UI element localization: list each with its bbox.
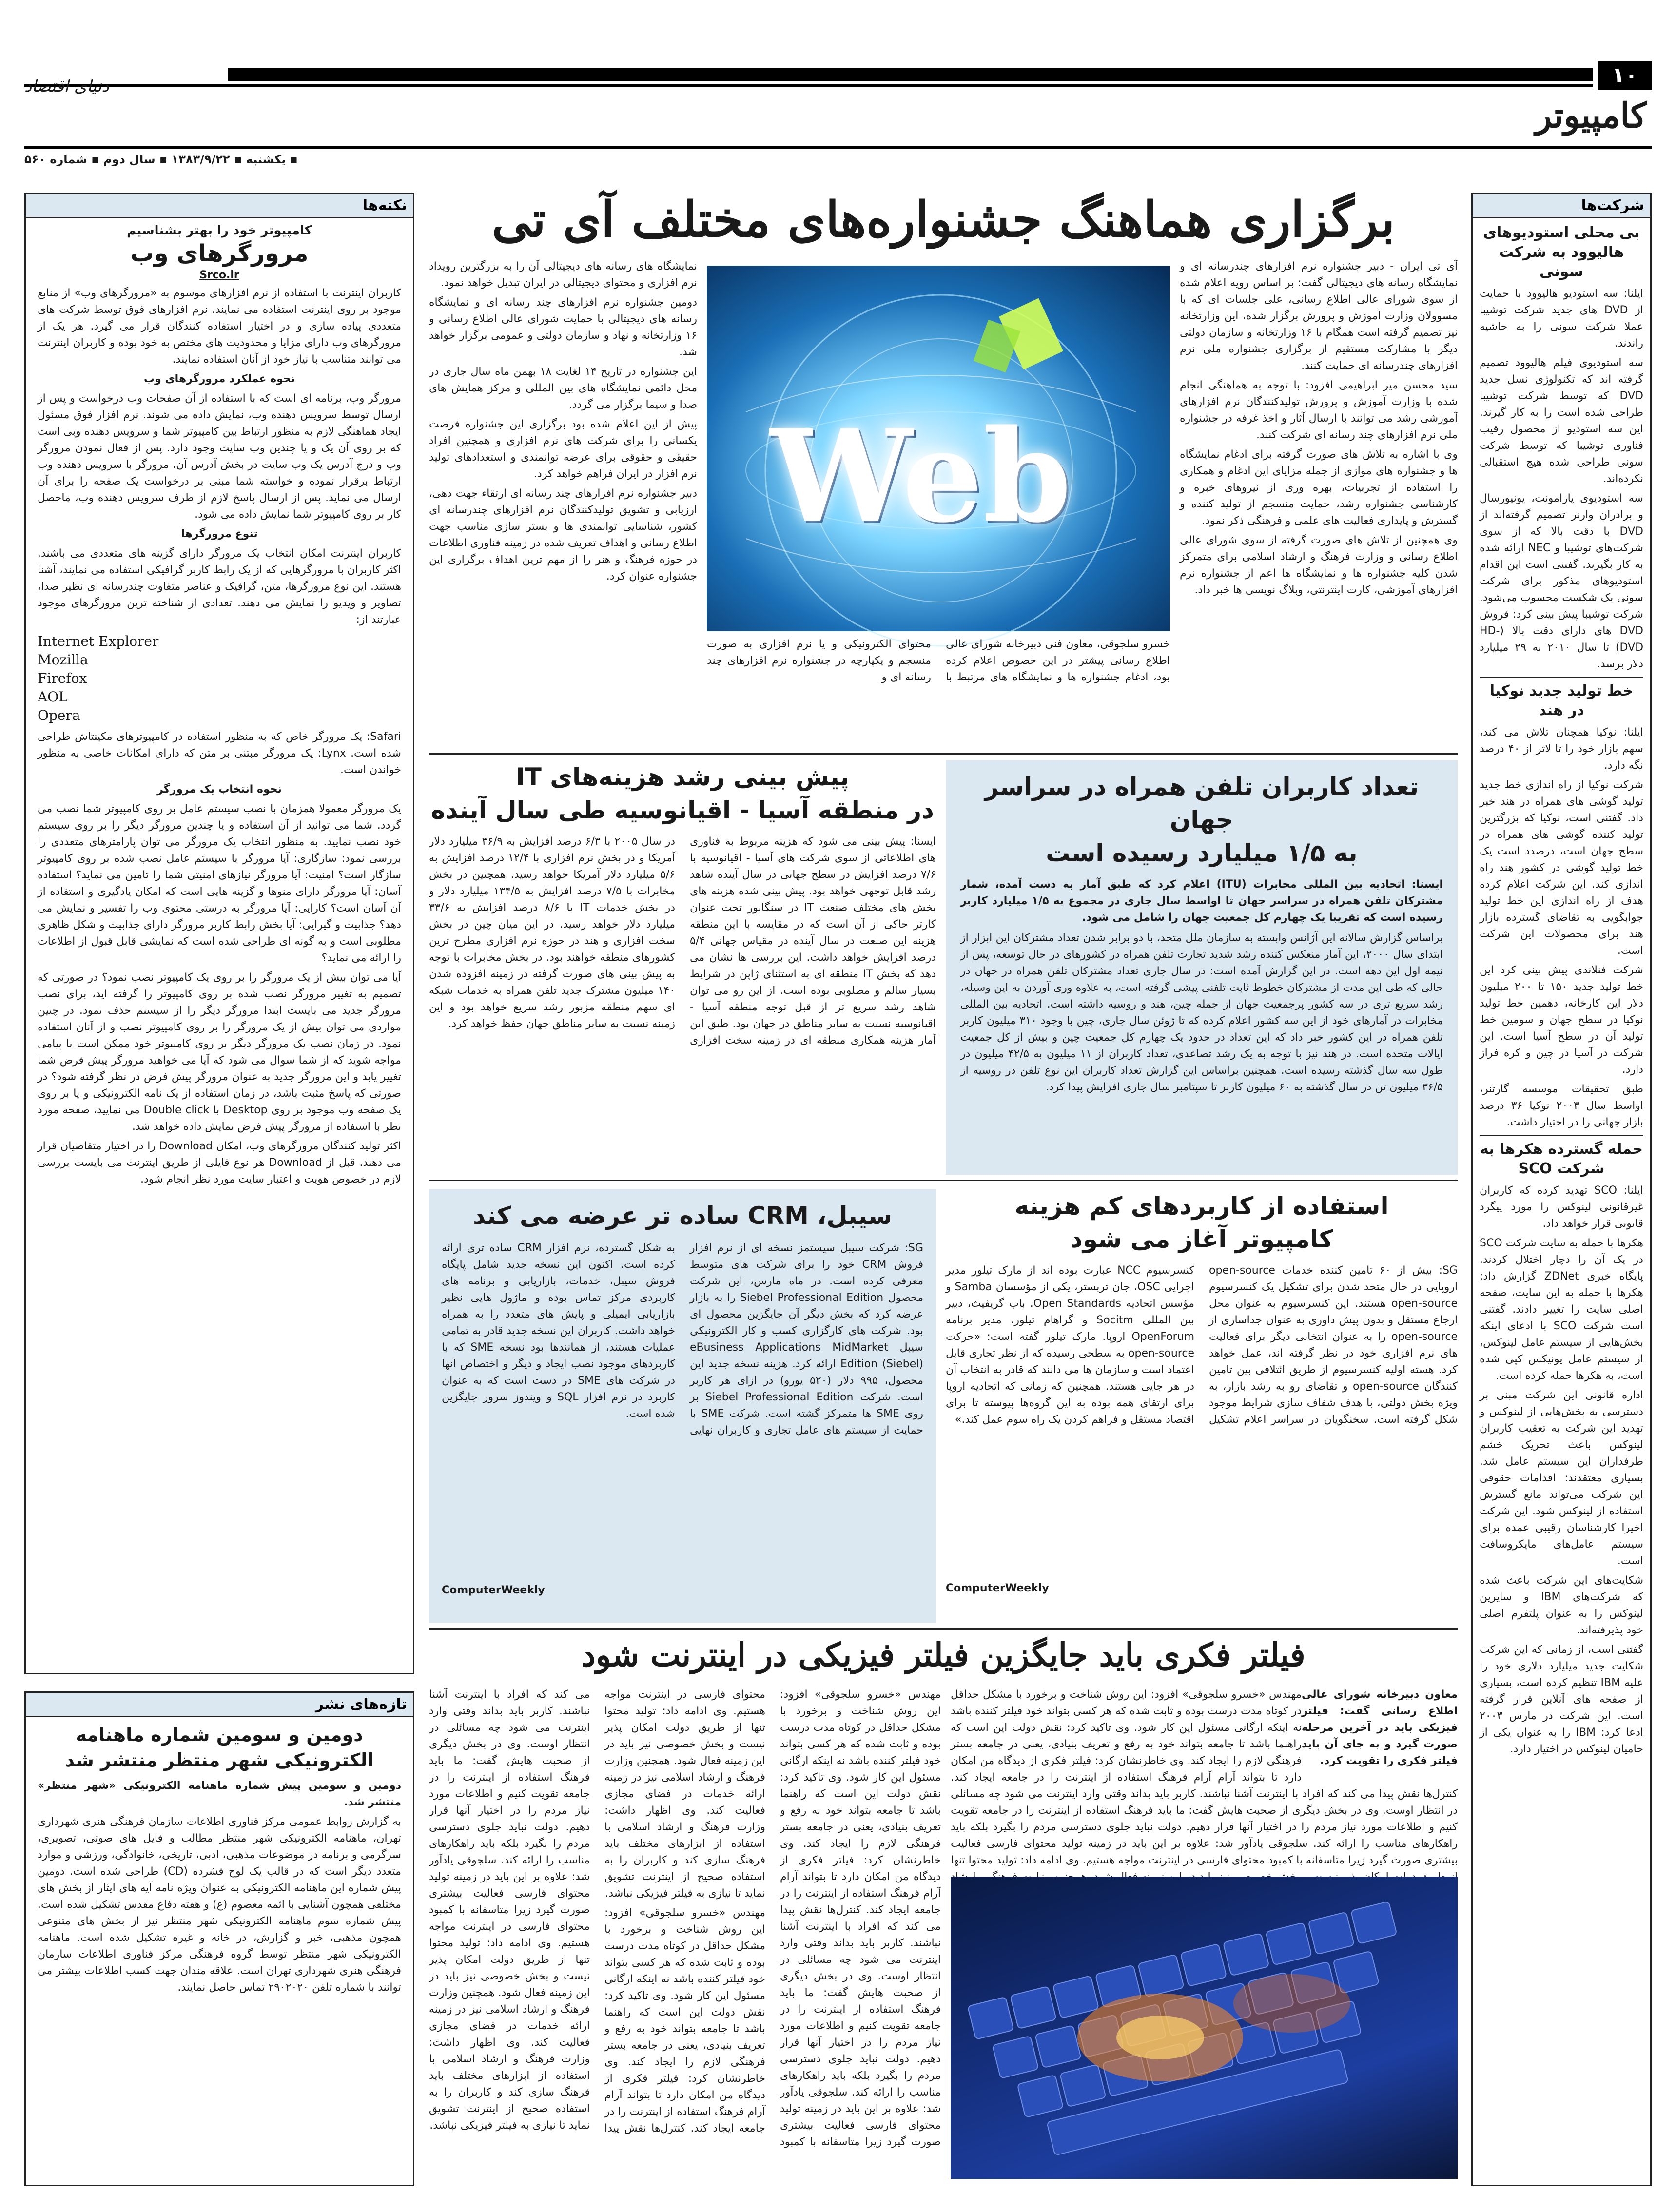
news-body: به گزارش روابط عمومی مرکز فناوری اطلاعات سازمان فرهنگی هنری شهرداری تهران، ماهنامه الکترونیکی شهر منتظر مطالب و فایل های صوتی، تصویری، سرگرمی و برنامه در موضوعات مذهبی، ادبی، تاریخی، خانوادگی، ورزشی و موارد متعدد دیگر است که در قالب یک لوح فشرده (CD) طراحی شده است. دومین پیش شماره این ماهنامه الکترونیکی به عنوان ویژه نامه آیه های ایثار از بخش های مختلفی همچون آشنایی با ائمه معصوم (ع) و هفته دفاع مقدس تشکیل شده است. پیش شماره سوم ماهنامه الکترونیکی شهر منتظر نیز از بخش های متنوعی همچون مذهبی، خبر و گزارش، در خانه و غیره تشکیل شده است. ماهنامه الکترونیکی شهر منتظر توسط گروه فرهنگی مرکز فناوری اطلاعات سازمان فرهنگی هنری شهرداری تهران است. علاقه مندان جهت کسب اطلاعات بیشتر می توانند با شماره تلفن ۲۹۰۲۰۲۰ تماس حاصل نمایند.: [38, 1816, 401, 1994]
masthead-bar: [228, 68, 1593, 81]
filter-body-columns: مهندس «خسرو سلجوقی» افزود: این روش شناخت و برخورد با مشکل حداقل در کوتاه مدت درست بوده و ثابت شده که هر کسی بتواند خود فیلتر کننده باشد نه اینکه ارگانی مسئول این کار شود. وی تاکید کرد: نقش دولت این است که راهنما باشد تا جامعه بتواند خود به رفع و تعریف بنیادی، یعنی در جامعه بستر فرهنگی لازم را ایجاد کند. وی خاطرنشان کرد: فیلتر فکری از دیدگاه من امکان دارد تا بتواند آرام آرام فرهنگ استفاده از اینترنت را در جامعه ایجاد کند. کنترل‌ها نقش پیدا می کند که افراد با اینترنت آشنا نباشند. کاربر باید بداند وقتی وارد اینترنت می شود چه مسائلی در انتظار اوست. وی در بخش دیگری از صحبت هایش گفت: ما باید فرهنگ استفاده از اینترنت را در جامعه تقویت کنیم و اطلاعات مورد نیاز مردم را در اختیار آنها قرار دهیم. دولت نباید جلوی دسترسی مردم را بگیرد بلکه باید راهکارهای مناسب را ارائه کند. سلجوقی یادآور شد: علاوه بر این باید در زمینه تولید محتوای فارسی فعالیت بیشتری صورت گیرد زیرا متاسفانه با کمبود محتوای فارسی در اینترنت مواجه هستیم. وی ادامه داد: تولید محتوا تنها از طریق دولت امکان پذیر نیست و بخش خصوصی نیز باید در این زمینه فعال شود. همچنین وزارت فرهنگ و ارشاد اسلامی نیز در زمینه ارائه خدمات در فضای مجازی فعالیت کند. وی اظهار داشت: وزارت فرهنگ و ارشاد اسلامی با استفاده از ابزارهای مختلف باید فرهنگ سازی کند و کاربران را به استفاده صحیح از اینترنت تشویق نماید تا نیازی به فیلتر فیزیکی نباشد. مهندس «خسرو سلجوقی» افزود: این روش شناخت و برخورد با مشکل حداقل در کوتاه مدت درست بوده و ثابت شده که هر کسی بتواند خود فیلتر کننده باشد نه اینکه ارگانی مسئول این کار شود. وی تاکید کرد: نقش دولت این است که راهنما باشد تا جامعه بتواند خود به رفع و تعریف بنیادی، یعنی در جامعه بستر فرهنگی لازم را ایجاد کند. وی خاطرنشان کرد: فیلتر فکری از دیدگاه من امکان دارد تا بتواند آرام آرام فرهنگ استفاده از اینترنت را در جامعه ایجاد کند. کنترل‌ها نقش پیدا می کند که افراد با اینترنت آشنا نباشند. کاربر باید بداند وقتی وارد اینترنت می شود چه مسائلی در انتظار اوست. وی در بخش دیگری از صحبت هایش گفت: ما باید فرهنگ استفاده از اینترنت را در جامعه تقویت کنیم و اطلاعات مورد نیاز مردم را در اختیار آنها قرار دهیم. دولت نباید جلوی دسترسی مردم را بگیرد بلکه باید راهکارهای مناسب را ارائه کند. سلجوقی یادآور شد: علاوه بر این باید در زمینه تولید محتوای فارسی فعالیت بیشتری صورت گیرد زیرا متاسفانه با کمبود محتوای فارسی در اینترنت مواجه هستیم. وی ادامه داد: تولید محتوا تنها از طریق دولت امکان پذیر نیست و بخش خصوصی نیز باید در این زمینه فعال شود. همچنین وزارت فرهنگ و ارشاد اسلامی نیز در زمینه ارائه خدمات در فضای مجازی فعالیت کند. وی اظهار داشت: وزارت فرهنگ و ارشاد اسلامی با استفاده از ابزارهای مختلف باید فرهنگ سازی کند و کاربران را به استفاده صحیح از اینترنت تشویق نماید تا نیازی به فیلتر فیزیکی نباشد.: [429, 1688, 941, 2148]
article-body: ایلنا: SCO تهدید کرده که کاربران غیرقانونی لینوکس را مورد پیگرد قانونی قرار خواهد داد. هکرها با حمله به سایت شرکت SCO در یک آن را دچار اختلال کردند. پایگاه خبری ZDNet گزارش داد: هکرها با حمله به این سایت، صفحه اصلی سایت را تغییر دادند. گفتنی است شرکت SCO با ادعای اینکه بخش‌هایی از سیستم عامل لینوکس، از سیستم عامل یونیکس کپی شده است، به هکرها حمله کرده است. اداره قانونی این شرکت مبنی بر دسترسی به بخش‌هایی از لینوکس و تهدید این شرکت به تعقیب کاربران لینوکس باعث تحریک خشم طرفداران این سیستم عامل شد. بسیاری معتقدند: اقدامات حقوقی این شرکت می‌تواند مانع گسترش استفاده از لینوکس شود. این شرکت اخیرا کارشناسان رقیبی عمده برای سیستم عامل‌های مایکروسافت است. شکایت‌های این شرکت باعث شده که شرکت‌های IBM و سایرین لینوکس را به عنوان پلتفرم اصلی خود پذیرفته‌اند. گفتنی است، از زمانی که این شرکت شکایت جدید میلیارد دلاری خود را علیه IBM تنظیم کرده است، بسیاری از صفحه های آنلاین قرار گرفته است. این شرکت در مارس ۲۰۰۳ ادعا کرد: IBM را به عنوان یکی از حامیان لینوکس در اختیار دارد.: [1480, 1184, 1644, 1755]
filter-lead: معاون دبیرخانه شورای عالی اطلاع رسانی گفت: فیلتر فیزیکی باید در آخرین مرحله صورت گیرد و به جای آن باید فیلتر فکری را تقویت کرد.: [1302, 1688, 1458, 1767]
filter-headline: فیلتر فکری باید جایگزین فیلتر فیزیکی در اینترنت شود: [581, 1636, 1306, 1674]
list-item: Opera: [38, 707, 80, 723]
news-title: دومین و سومین شماره ماهنامه الکترونیکی شهر منتظر منتشر شد: [65, 1724, 374, 1771]
divider: [429, 753, 1458, 755]
opensource-source: ComputerWeekly: [946, 1582, 1049, 1594]
lead-col-3: نمایشگاه های رسانه های دیجیتالی آن را به بزرگترین رویداد نرم افزاری و محتوای دیجیتالی در ایران تبدیل خواهد نمود. دومین جشنواره نرم افزارهای چند رسانه ای و نمایشگاه رسانه های دیجیتالی با حمایت شورای عالی اطلاع رسانی و ۱۶ وزارتخانه و نهاد و سازمان دولتی و عمومی برگزار خواهد شد. این جشنواره در تاریخ ۱۴ لغایت ۱۸ بهمن ماه سال جاری در محل دائمی نمایشگاه های بین المللی و مرکز همایش های صدا و سیما برگزار می گردد. پیش از این اعلام شده بود برگزاری این جشنواره فرصت یکسانی را برای شرکت های نرم افزاری و همچنین افراد حقیقی و حقوقی برای عرضه توانمندی و استعدادهای تولید نرم افزار در ایران فراهم خواهد کرد. دبیر جشنواره نرم افزارهای چند رسانه ای ارتقاء جهت دهی، ارزیابی و تشویق تولیدکنندگان نرم افزارهای چندرسانه ای کشور، شناسایی توانمندی ها و بستر سازی مناسب جهت اطلاع رسانی و اهداف تعریف شده در زمینه فناوری اطلاعات در حوزه فرهنگ و هنر را از مهم ترین اهداف برگزاری این جشنواره عنوان کرد.: [429, 260, 697, 582]
left-column-header: نکته‌ها: [26, 194, 413, 218]
right-column: [1471, 193, 1652, 2186]
left-column: [24, 193, 414, 1674]
section-title: کامپیوتر: [1535, 95, 1647, 136]
filter-lead-column: [951, 1687, 1458, 1867]
list-item: Firefox: [38, 670, 87, 686]
masthead: [24, 61, 1652, 168]
keyboard-photo: [951, 1877, 1458, 2179]
divider: [429, 1180, 1458, 1181]
mobile-headline: تعداد کاربران تلفن همراه در سراسر جهان: [984, 773, 1419, 834]
news-lead: دومین و سومین پیش شماره ماهنامه الکترونیکی «شهر منتظر» منتشر شد.: [38, 1780, 401, 1808]
asia-headline: در منطقه آسیا - اقیانوسیه طی سال آینده: [431, 796, 934, 824]
crm-source: ComputerWeekly: [442, 1584, 545, 1596]
crm-story: [429, 1189, 936, 1623]
lead-col-1: آی تی ایران - دبیر جشنواره نرم افزارهای چندرسانه ای و نمایشگاه رسانه های دیجیتالی گفت: بر اساس رویه اعلام شده از سوی شورای عالی اطلاع رسانی، علی جلسات ای که با مسوولان وزارت آموزش و پرورش برگزار شده، این وزارتخانه نیز تصمیم گرفته است همگام با ۱۶ وزارتخانه و سازمان دولتی دیگر با مشارکت مستقیم از برگزاری جشنواره ملی نرم افزارهای چندرسانه ای حمایت کنند. سید محسن میر ابراهیمی افزود: با توجه به هماهنگی انجام شده با وزارت آموزش و پرورش تولیدکنندگان نرم افزارهای آموزشی رشد می توانند با ارسال آثار و اخذ غرفه در جشنواره ملی نرم افزارهای چند رسانه ای شرکت کنند. وی با اشاره به تلاش های صورت گرفته برای ادغام نمایشگاه ها و جشنواره های موازی از جمله مزایای این ادغام و همکاری را استفاده از تجربیات، بهره وری از نیروهای خبره و کارشناسی جشنواره رشد، حمایت منسجم از تولید کننده و گسترش و پایداری فعالیت های علمی و فرهنگی ذکر نمود. وی همچنین از تلاش های صورت گرفته از سوی شورای عالی اطلاع رسانی و وزارت فرهنگ و ارشاد اسلامی برای متمرکز شدن کلیه جشنواره ها و نمایشگاه ها اعم از جشنواره نرم افزارهای آموزشی، کارت اینترنتی، وبلاگ نویسی ها خبر داد.: [1180, 260, 1458, 596]
opensource-headline: استفاده از کاربردهای کم هزینه: [1014, 1192, 1389, 1220]
article-title: بی محلی استودیوهای هالیوود به شرکت سونی: [1483, 224, 1640, 280]
browser-list: [38, 632, 401, 725]
opensource-headline: کامپیوتر آغاز می شود: [1070, 1225, 1333, 1253]
opensource-body: SG: بیش از ۶۰ تامین کننده خدمات open-source اروپایی در حال متحد شدن برای تشکیل یک کنسرسیوم open-source هستند. این کنسرسیوم به عنوان محل ارجاع مستقل و بدون پیش داوری به عنوان جداسازی از open-source را به عنوان انتخابی دیگر برای فعالیت های نرم افزاری خود در نظر گرفته اند، عمل خواهد کرد. هسته اولیه کنسرسیوم از طریق ائتلافی بین تامین کنندگان open-source و تقاضای رو به رشد بازار، به ویژه بخش دولتی، با هدف شفاف سازی شرایط موجود شکل گرفته است. سخنگویان در سراسر اعلام تشکیل کنسرسیوم NCC عبارت بوده اند از مارک تیلور مدیر اجرایی OSC، جان تربستر، یکی از مؤسسان Samba و مؤسس اتحادیه Open Standards. باب گریفیث، دبیر بین المللی Socitm و گراهام تیلور، مدیر برنامه OpenForum اروپا. مارک تیلور گفته است: «حرکت open-source به سطحی رسیده که از نظر تجاری قابل اعتماد است و سازمان ها می دانند که قادر به انتخاب آن در هر جایی هستند. همچنین که زمانی که اتحادیه اروپا برای ارتقای همه بوده به این گروه‌ها پیوسته تا برای اقتصاد مستقل و فراهم کردن یک راه سوم عمل کند.»: [946, 1264, 1458, 1426]
article-body: ایلنا: سه استودیو هالیوود با حمایت از DVD های جدید شرکت توشیبا عملا شرکت سونی را به حاشیه راندند. سه استودیوی فیلم هالیوود تصمیم گرفته اند که تکنولوژی نسل جدید DVD که توسط شرکت توشیبا طراحی شده است را به کار گیرند. این سه استودیو از محصول رقیب فناوری توشیبا که توسط شرکت سونی طراحی شده هیچ استقبالی نکرده‌اند. سه استودیوی پارامونت، یونیورسال و برادران وارنر تصمیم گرفته‌اند از DVD با دقت بالا که از سوی شرکت‌های توشیبا و NEC ارائه شده به کار بگیرند. گفتنی است این اقدام استودیوهای مذکور برای شرکت سونی یک شکست محسوب می‌شود. شرکت توشیبا پیش بینی کرد: فروش DVD های دارای دقت بالا (HD-DVD) تا سال ۲۰۱۰ به ۲۹ میلیارد دلار برسد.: [1480, 288, 1644, 670]
masthead-bar-thin: [24, 84, 1593, 87]
lead-headline: برگزاری هماهنگ جشنواره‌های مختلف آی تی: [491, 191, 1395, 248]
date-line: ▪ یکشنبه ▪ ۱۳۸۳/۹/۲۲ ▪ سال دوم ▪ شماره ۵۶۰: [24, 153, 298, 166]
mobile-headline: به ۱/۵ میلیارد رسیده است: [1046, 839, 1358, 867]
list-item: AOL: [38, 689, 68, 705]
asia-body: ایسنا: پیش بینی می شود که هزینه مربوط به فناوری های اطلاعاتی از سوی شرکت های آسیا - اقیانوسیه با ۷/۶ درصد افزایش در سطح جهانی در سال آینده شاهد رشد قابل توجهی خواهد بود. پیش بینی شده هزینه های بخش های مختلف صنعت IT در سنگاپور تحت عنوان کارتر حاکی از آن است که در مقایسه با این منطقه هزینه این صنعت در سال آینده در مقیاس جهانی ۵/۴ درصد افزایش خواهد داشت. این بررسی ها نشان می دهد که بخش IT منطقه ای به استثنای ژاپن در شرایط بسیار سالم و مطلوبی بوده است. از این رو می توان شاهد رشد سریع تر از قبل توجه منطقه آسیا - اقیانوسیه نسبت به سایر مناطق در جهان بود. طبق این آمار هزینه همکاری منطقه ای در زمینه سخت افزاری در سال ۲۰۰۵ با ۶/۳ درصد افزایش به ۳۶/۹ میلیارد دلار آمریکا و در بخش نرم افزاری با ۱۲/۴ درصد افزایش به ۵/۶ میلیارد دلار آمریکا خواهد رسید. همچنین در بخش مخابرات با ۷/۵ درصد افزایش به ۱۳۴/۵ میلیارد دلار و در بخش خدمات IT با ۸/۶ درصد افزایش به ۳۳/۶ میلیارد دلار خواهد رسید. در این میان چین در بخش سخت افزاری و هند در حوزه نرم افزاری مطرح ترین کشورهای منطقه خواهند بود. در بخش مخابرات با توجه به پیش بینی های صورت گرفته در زمینه افزوده شدن ۱۴۰ میلیون مشترک جدید تلفن همراه به خدمات شبکه ای سهم منطقه مزبور رشد سریع خواهد بود و این زمینه نسبت به سایر مناطق جهان حفظ خواهد کرد.: [429, 835, 936, 1047]
article-body: ایلنا: نوکیا همچنان تلاش می کند، سهم بازار خود را تا لاتر از ۴۰ درصد نگه دارد. شرکت نوکیا از راه اندازی خط جدید تولید گوشی های همراه در هند خبر داد. گفتنی است، نوکیا که بزرگترین تولید کننده گوشی های همراه در سطح جهان است، درصدد است یک خط تولید گوشی در کشور هند راه اندازی کند. این شرکت اعلام کرده هدف از راه اندازی این خط تولید جوابگویی به تقاضای گسترده بازار هند برای محصولات این شرکت است. شرکت فنلاندی پیش بینی کرد این خط تولید جدید ۱۵۰ تا ۲۰۰ میلیون دلار این کارخانه، دهمین خط تولید نوکیا در سطح جهان و سومین خط تولید آن در سطح آسیا است. این شرکت در آسیا در چین و کره فراز دارد. طبق تحقیقات موسسه گارتنر، اواسط سال ۲۰۰۳ نوکیا ۳۶ درصد بازار جهانی را در اختیار داشت.: [1480, 726, 1643, 1128]
crm-headline: سیبل، CRM ساده تر عرضه می کند: [473, 1202, 892, 1230]
box-title: مرورگرهای وب: [130, 240, 309, 267]
article-title: حمله گسترده هکرها به شرکت SCO: [1480, 1141, 1643, 1177]
opensource-story: [946, 1189, 1458, 1623]
box-kicker: کامپیوتر خود را بهتر بشناسیم: [127, 223, 312, 238]
filter-body: مهندس «خسرو سلجوقی» افزود: این روش شناخت و برخورد با مشکل حداقل در کوتاه مدت درست بوده و ثابت شده که هر کسی بتواند خود فیلتر کننده باشد نه اینکه ارگانی مسئول این کار شود. وی تاکید کرد: نقش دولت این است که راهنما باشد تا جامعه بتواند خود به رفع و تعریف بنیادی، یعنی در جامعه بستر فرهنگی لازم را ایجاد کند. وی خاطرنشان کرد: فیلتر فکری از دیدگاه من امکان دارد تا بتواند آرام آرام فرهنگ استفاده از اینترنت را در جامعه ایجاد کند. کنترل‌ها نقش پیدا می کند که افراد با اینترنت آشنا نباشند. کاربر باید بداند وقتی وارد اینترنت می شود چه مسائلی در انتظار اوست. وی در بخش دیگری از صحبت هایش گفت: ما باید فرهنگ استفاده از اینترنت را در جامعه تقویت کنیم و اطلاعات مورد نیاز مردم را در اختیار آنها قرار دهیم. دولت نباید جلوی دسترسی مردم را بگیرد بلکه باید راهکارهای مناسب را ارائه کند. سلجوقی یادآور شد: علاوه بر این باید در زمینه تولید محتوای فارسی فعالیت بیشتری صورت گیرد زیرا متاسفانه با کمبود محتوای فارسی در اینترنت مواجه هستیم. وی ادامه داد: تولید محتوا تنها: [951, 1688, 1458, 1866]
list-item: Mozilla: [38, 652, 88, 668]
keyboard-graphic: [951, 1877, 1458, 2179]
new-releases-box: [24, 1691, 414, 2186]
new-releases-header: تازه‌های نشر: [26, 1693, 413, 1717]
lead-col-2: خسرو سلجوقی، معاون فنی دبیرخانه شورای عالی اطلاع رسانی پیشتر در این خصوص اعلام کرده بود، ادغام جشنواره ها و نمایشگاه های مرتبط با محتوای الکترونیکی و یا نرم افزاری به صورت منسجم و یکپارچه در جشنواره نرم افزارهای چند رسانه ای و: [707, 638, 1170, 683]
asia-headline: پیش بینی رشد هزینه‌های IT: [516, 763, 849, 791]
web-illustration: [707, 266, 1170, 631]
crm-body: SG: شرکت سیبل سیستمز نسخه ای از نرم افزار فروش CRM خود را برای شرکت های متوسط معرفی کرده است. در ماه مارس، این شرکت محصول Siebel Professional Edition را به بازار عرضه کرد که بخش دیگر آن جایگزین محصول ای بود. شرکت های کارگزاری کسب و کار الکترونیکی سیبل eBusiness Applications MidMarket Edition (Siebel) ارائه کرد. هزینه نسخه جدید این محصول، ۹۹۵ دلار (۵۲۰ یورو) در ازای هر کاربر است. شرکت Siebel Professional Edition بر روی SME ها متمرکز گشته است. شرکت SME با حمایت از سیستم های عامل تجاری و کاربران نهایی به شکل گسترده، نرم افزار CRM ساده تری ارائه کرده است. اکنون این نسخه جدید شامل پایگاه فروش سیبل، خدمات، بازاریابی و برنامه های کاربردی مرکز تماس بوده و ماژول هایی نظیر بازاریابی ایمیلی و پایش های متعدد را به همراه خواهد داشت. کاربران این نسخه جدید قادر به تمامی عملیات هستند، از همانندها بود نسخه SME که با کاربردهای موجود نصب ایجاد و دیگر و اختصاص آنها در شرکت های SME در دست است که به عنوان کاربرد در نرم افزار SQL و ویندوز سرور جایگزین شده است.: [442, 1242, 924, 1436]
newspaper-logo: دنیای اقتصاد: [24, 77, 109, 96]
right-column-header: شرکت‌ها: [1473, 194, 1650, 218]
article-title: خط تولید جدید نوکیا در هند: [1489, 682, 1634, 719]
tip-body: کاربران اینترنت با استفاده از نرم افزارهای موسوم به «مرورگرهای وب» از منابع موجود بر روی اینترنت استفاده می نمایند. نرم افزارهای فوق توسط شرکت های متعددی پیاده سازی و در اختیار استفاده کنندگان قرار می گیرد. هر یک از مرورگرهای وب دارای مزایا و محدودیت های مختص به خود بوده و کاربران اینترنت می توانند متناسب با نیاز خود از آنان استفاده نمایند. نحوه عملکرد مرورگرهای وب مرورگر وب، برنامه ای است که با استفاده از آن صفحات وب درخواست و پس از ارسال توسط سرویس دهنده وب، نمایش داده می شوند. نرم افزار فوق مسئول ایجاد هماهنگی لازم به منظور ارتباط بین کامپیوتر شما و سرویس دهنده وبی است که بر روی آن یک و یا چندین وب سایت وجود دارد. پس از فعال نمودن مرورگر وب و درج آدرس یک وب سایت در بخش آدرس آن، مرورگر با سرویس دهنده وب ارتباط برقرار نموده و خواسته شما مبنی بر درخواست یک صفحه را برای آن ارسال می نماید. پس از ارسال پاسخ لازم از طرف سرویس دهنده وب، ماحصل کار بر روی کامپیوتر شما نمایش داده می شود. تنوع مرورگرها کاربران اینترنت امکان انتخاب یک مرورگر دارای گزینه های متعددی می باشند. اکثر کاربران با مرورگرهایی که از یک رابط کاربر گرافیکی استفاده می نمایند، آشنا هستند. این نوع مرورگرها، متن، گرافیک و عناصر متفاوت چندرسانه ای نظیر صدا، تصاویر و ویدیو را نمایش می دهند. تعدادی از شناخته ترین مرورگرهای موجود عبارتند از: Internet Explorer Mozilla Firefox AOL Opera Safari: یک مرورگر خاص که به منظور استفاده در کامپیوترهای مکینتاش طراحی شده است. Lynx: یک مرورگر مبتنی بر متن که دارای امکانات خاصی به منظور خواندن است. نحوه انتخاب یک مرورگر یک مرورگر معمولا همزمان با نصب سیستم عامل بر روی کامپیوتر شما نصب می گردد. شما می توانید از آن استفاده و یا چندین مرورگر دیگر را بر روی سیستم خود نصب نمایید. به منظور انتخاب یک مرورگر می توان پارامترهای متعددی را بررسی نمود: سازگاری: آیا مرورگر با سیستم عامل نصب شده بر روی کامپیوتر سازگار است؟ امنیت: آیا مرورگر نیازهای امنیتی شما را تامین می نماید؟ استفاده آسان: آیا مرورگر دارای منوها و گزینه هایی است که امکان یادگیری و استفاده از آن آسان است؟ کارایی: آیا مرورگر به درستی محتوی وب را تفسیر و نمایش می دهد؟ جذابیت و گیرایی: آیا بخش رابط کاربر مرورگر دارای جذابیت و شکل ظاهری مطلوبی است و به گونه ای طراحی شده است که نمایشی قابل قبول از اطلاعات را ارائه می نماید؟ آیا می توان بیش از یک مرورگر را بر روی یک کامپیوتر نصب نمود؟ در صورتی که تصمیم به تغییر مرورگر نصب شده بر روی کامپیوتر را گرفته اید، برای نصب مرورگر جدید می بایست ابتدا مرورگر دیگر را از سیستم حذف نمود. در چنین مواردی می توان بیش از یک مرورگر را بر روی کامپیوتر نصب و از آنان استفاده نمود. در زمان نصب یک مرورگر دیگر بر روی کامپیوتر خود ممکن است با پیامی مواجه شوید که از شما سوال می شود که آیا می خواهید مرورگر پیش فرض شما تغییر یابد و این مرورگر جدید به عنوان مرورگر پیش فرض در نظر گرفته شود؟ در صورتی که پاسخ مثبت باشد، در زمان استفاده از یک نامه الکترونیکی و یا بر روی یک صفحه وب موجود بر روی Desktop با Double click می نمایید، صفحه مورد نظر با استفاده از مرورگر پیش فرض نمایش داده خواهد شد. اکثر تولید کنندگان مرورگرهای وب، امکان Download را در اختیار متقاضیان قرار می دهند. قبل از Download هر نوع فایلی از طریق اینترنت می بایست بررسی لازم در خصوص هویت و اعتبار سایت مورد نظر انجام شود.: [38, 287, 401, 1185]
masthead-rule: [24, 146, 1652, 149]
mobile-lead: ایسنا: اتحادیه بین المللی مخابرات (ITU) اعلام کرد که طبق آمار به دست آمده، شمار مشترکان تلفن همراه در سراسر جهان تا اواسط سال جاری در مجموع به ۱/۵ میلیارد کاربر رسیده است که تقریبا یک چهارم کل جمعیت جهان را شامل می شود.: [960, 878, 1443, 924]
page-number: ۱۰: [1598, 61, 1652, 90]
mobile-body: براساس گزارش سالانه این آژانس وابسته به سازمان ملل متحد، با دو برابر شدن تعداد مشترکان این ابزار از ابتدای سال ۲۰۰۰، این آمار منعکس کننده رشد شدید تجارت تلفن همراه در کشورهای در حال توسعه، پس از نیمه اول این دهه است. در این گزارش آمده است: در سال جاری تعداد مشترکان تلفن همراه در جهان در حالی که طی این مدت از مشترکان خطوط ثابت تلفنی پیشی گرفته است، به علاوه وری آوردن به این وسیله، رشد سریع تری در سه کشور پرجمعیت جهان از جمله چین، هند و روسیه داشته است. اتحادیه بین المللی مخابرات در آمارهای خود از این سه کشور اعلام کرده که تا ژوئن سال جاری، چین با وجود ۳۱۰ میلیون کاربر تلفن همراه در این کشور خبر داد که این تعداد در حدود یک چهارم کل جمعیت چین و بیش از کل جمعیت ایالات متحده است. در هند نیز با توجه به یک رشد تصاعدی، تعداد کاربران از ۱۱ میلیون به ۴۲/۵ میلیون در طول سه سال گذشته رسیده است. همچنین براساس این گزارش تعداد کاربران این نوع تلفن در روسیه از ۳۶/۵ میلیون تن در سال گذشته به ۶۰ میلیون کاربر تا سپتامبر سال جاری افزایش پیدا کرد.: [960, 932, 1443, 1093]
box-source: Srco.ir: [199, 269, 239, 281]
mobile-story: [946, 760, 1458, 1175]
web-illustration-word: Web: [770, 402, 1072, 551]
list-item: Internet Explorer: [38, 633, 159, 649]
asia-story: [429, 760, 936, 1175]
divider: [429, 1628, 1458, 1630]
